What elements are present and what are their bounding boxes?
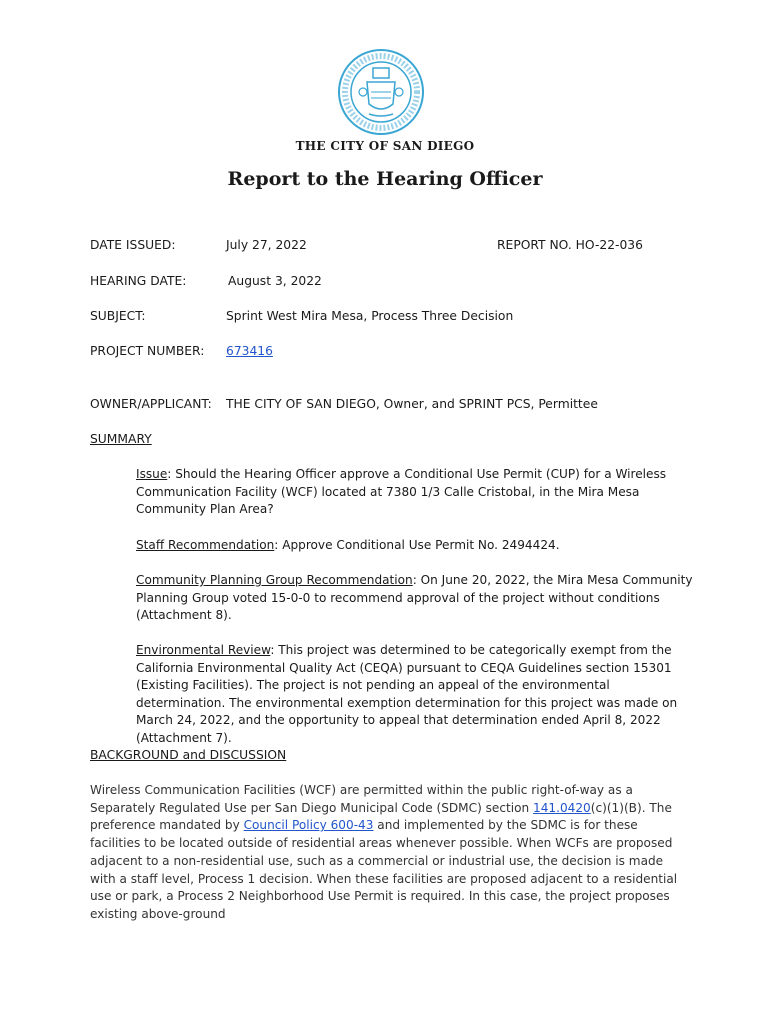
summary-heading: SUMMARY	[90, 432, 152, 446]
cpg-paragraph	[136, 572, 696, 625]
background-text-3: and implemented by the SDMC is for these facilities to be located outside of residential areas whenever possible. When WCFs are proposed adjacent to a non-residential use, such as a commercial or industrial use, the decision is made with a staff level, Process 1 decision. When these facilities are proposed adjacent to a residential use or park, a Process 2 Neighborhood Use Permit is required. In this case, the project proposes existing above-ground	[90, 818, 678, 921]
owner-value: THE CITY OF SAN DIEGO, Owner, and SPRINT PCS, Permittee	[226, 397, 598, 411]
owner-label: OWNER/APPLICANT:	[90, 397, 212, 411]
background-paragraph	[90, 782, 690, 924]
issue-label: Issue	[136, 467, 168, 481]
project-number-label: PROJECT NUMBER:	[90, 344, 205, 358]
hearing-date-value: August 3, 2022	[228, 274, 322, 288]
council-policy-link[interactable]: Council Policy 600-43	[243, 818, 374, 833]
hearing-date-label: HEARING DATE:	[90, 274, 187, 288]
project-number-link[interactable]: 673416	[226, 344, 273, 358]
staff-label: Staff Recommendation	[136, 538, 275, 552]
background-heading: BACKGROUND and DISCUSSION	[90, 748, 287, 762]
report-number: REPORT NO. HO-22-036	[497, 238, 643, 252]
city-name: THE CITY OF SAN DIEGO	[295, 139, 475, 153]
environmental-paragraph	[136, 642, 696, 748]
date-issued-label: DATE ISSUED:	[90, 238, 176, 252]
background-text-2: (c)(1)(B). The preference mandated by	[90, 800, 672, 833]
issue-text: : Should the Hearing Officer approve a Conditional Use Permit (CUP) for a Wireless Communication Facility (WCF) located at 7380 1/3 Calle Cristobal, in the Mira Mesa Community Plan Area?	[136, 467, 667, 517]
sdmc-link[interactable]: 141.0420	[533, 800, 591, 815]
city-seal-logo	[337, 48, 425, 136]
page-title: Report to the Hearing Officer	[227, 168, 543, 190]
env-label: Environmental Review	[136, 643, 271, 657]
issue-paragraph	[136, 466, 696, 519]
env-text: : This project was determined to be categorically exempt from the California Environmental Quality Act (CEQA) pursuant to CEQA Guidelines section 15301 (Existing Facilities). The project is not pending an appeal of the environmental determination. The environmental exemption determination for this project was made on March 24, 2022, and the opportunity to appeal that determination ended April 8, 2022 (Attachment 7).	[136, 643, 678, 745]
staff-text: : Approve Conditional Use Permit No. 2494424.	[274, 538, 560, 552]
background-text-1: Wireless Communication Facilities (WCF) are permitted within the public right-of-way as a Separately Regulated Use per San Diego Municipal Code (SDMC) section	[90, 783, 633, 815]
cpg-label: Community Planning Group Recommendation	[136, 573, 413, 587]
staff-recommendation-paragraph	[136, 537, 696, 555]
subject-label: SUBJECT:	[90, 309, 146, 323]
date-issued-value: July 27, 2022	[226, 238, 307, 252]
cpg-text: : On June 20, 2022, the Mira Mesa Community Planning Group voted 15-0-0 to recommend approval of the project without conditions (Attachment 8).	[136, 573, 693, 623]
subject-value: Sprint West Mira Mesa, Process Three Decision	[226, 309, 514, 323]
